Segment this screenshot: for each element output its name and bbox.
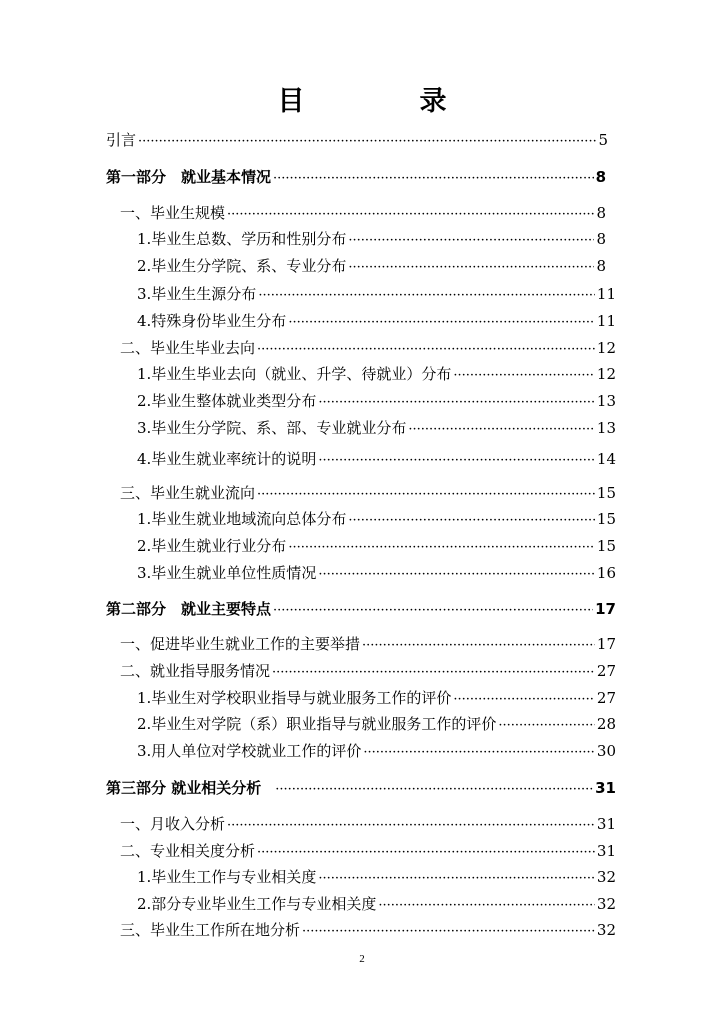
- toc-entry-label: 第二部分 就业主要特点: [106, 600, 272, 618]
- toc-entry-section[interactable]: [120, 920, 616, 942]
- toc-entry-page: 28: [596, 715, 616, 733]
- toc-entry-page: 17: [595, 600, 616, 618]
- toc-entry-subsection[interactable]: [137, 741, 616, 763]
- toc-entry-label: 三、毕业生就业流向: [120, 484, 256, 502]
- dot-leader: [302, 922, 595, 942]
- dot-leader: [408, 420, 595, 440]
- dot-leader: [363, 743, 595, 763]
- toc-entry-page: 16: [596, 564, 616, 582]
- toc-entry-section[interactable]: [120, 814, 616, 836]
- toc-entry-subsection[interactable]: [137, 867, 616, 889]
- toc-entry-page: 12: [596, 365, 616, 383]
- toc-entry-page: 14: [596, 450, 616, 468]
- toc-entry-part-1[interactable]: [106, 167, 606, 189]
- toc-entry-subsection[interactable]: [137, 229, 606, 251]
- dot-leader: [498, 716, 595, 736]
- dot-leader: [453, 690, 595, 710]
- dot-leader: [362, 636, 595, 656]
- dot-leader: [378, 896, 595, 916]
- toc-entry-page: 8: [595, 168, 606, 186]
- toc-entry-section[interactable]: [120, 634, 616, 656]
- toc-entry-label: 4.毕业生就业率统计的说明: [137, 450, 317, 468]
- dot-leader: [453, 366, 595, 386]
- dot-leader: [288, 538, 595, 558]
- toc-entry-label: 2.毕业生分学院、系、专业分布: [137, 257, 347, 275]
- toc-entry-label: 1.毕业生总数、学历和性别分布: [137, 230, 347, 248]
- toc-entry-subsection[interactable]: [137, 284, 616, 306]
- toc-entry-label: 引言: [106, 131, 137, 149]
- toc-entry-label: 1.毕业生对学校职业指导与就业服务工作的评价: [137, 689, 452, 707]
- toc-entry-label: 3.毕业生生源分布: [137, 285, 257, 303]
- toc-entry-page: 12: [596, 339, 616, 357]
- toc-entry-page: 15: [596, 537, 616, 555]
- toc-entry-subsection[interactable]: [137, 418, 616, 440]
- toc-entry-part-2[interactable]: [106, 599, 616, 621]
- dot-leader: [257, 485, 595, 505]
- toc-entry-subsection[interactable]: [137, 256, 606, 278]
- toc-entry-section[interactable]: [120, 203, 606, 225]
- toc-entry-label: 一、促进毕业生就业工作的主要举措: [120, 635, 361, 653]
- toc-entry-label: 3.毕业生就业单位性质情况: [137, 564, 317, 582]
- toc-entry-label: 1.毕业生就业地域流向总体分布: [137, 510, 347, 528]
- toc-title: 目 录: [277, 86, 491, 117]
- dot-leader: [138, 132, 596, 152]
- toc-entry-page: 8: [596, 230, 606, 248]
- toc-entry-page: 11: [596, 285, 616, 303]
- toc-entry-label: 2.毕业生就业行业分布: [137, 537, 287, 555]
- dot-leader: [318, 565, 595, 585]
- toc-entry-subsection[interactable]: [137, 563, 616, 585]
- toc-entry-page: 8: [596, 204, 606, 222]
- dot-leader: [318, 393, 595, 413]
- toc-entry-label: 第三部分 就业相关分析: [106, 779, 262, 797]
- toc-entry-subsection[interactable]: [137, 364, 616, 386]
- toc-entry-page: 30: [596, 742, 616, 760]
- toc-entry-page: 32: [596, 921, 616, 939]
- toc-entry-label: 1.毕业生工作与专业相关度: [137, 868, 317, 886]
- toc-entry-page: 15: [596, 510, 616, 528]
- toc-entry-label: 1.毕业生毕业去向（就业、升学、待就业）分布: [137, 365, 452, 383]
- dot-leader: [348, 258, 594, 278]
- dot-leader: [318, 451, 595, 471]
- dot-leader: [348, 231, 594, 251]
- toc-entry-page: 31: [596, 815, 616, 833]
- toc-entry-page: 32: [596, 895, 616, 913]
- toc-entry-page: 5: [598, 131, 608, 149]
- toc-entry-label: 3.用人单位对学校就业工作的评价: [137, 742, 362, 760]
- dot-leader: [227, 816, 595, 836]
- dot-leader: [288, 313, 595, 333]
- dot-leader: [273, 601, 593, 621]
- toc-entry-label: 2.毕业生整体就业类型分布: [137, 392, 317, 410]
- toc-entry-page: 27: [596, 689, 616, 707]
- toc-entry-label: 三、毕业生工作所在地分析: [120, 921, 301, 939]
- toc-entry-page: 31: [595, 779, 616, 797]
- toc-entry-label: 二、毕业生毕业去向: [120, 339, 256, 357]
- dot-leader: [257, 843, 595, 863]
- toc-entry-section[interactable]: [120, 841, 616, 863]
- toc-entry-subsection[interactable]: [137, 391, 616, 413]
- toc-entry-intro[interactable]: [106, 130, 608, 152]
- toc-entry-label: 一、月收入分析: [120, 815, 226, 833]
- toc-entry-label: 3.毕业生分学院、系、部、专业就业分布: [137, 419, 407, 437]
- toc-entry-subsection[interactable]: [137, 536, 616, 558]
- dot-leader: [348, 511, 595, 531]
- toc-entry-page: 13: [596, 419, 616, 437]
- dot-leader: [227, 205, 594, 225]
- toc-entry-label: 一、毕业生规模: [120, 204, 226, 222]
- toc-entry-label: 二、就业指导服务情况: [120, 662, 271, 680]
- toc-entry-page: 8: [596, 257, 606, 275]
- toc-entry-label: 4.特殊身份毕业生分布: [137, 312, 287, 330]
- toc-entry-label: 2.部分专业毕业生工作与专业相关度: [137, 895, 377, 913]
- toc-entry-section[interactable]: [120, 483, 616, 505]
- toc-entry-page: 17: [596, 635, 616, 653]
- dot-leader: [257, 340, 595, 360]
- toc-entry-page: 11: [596, 312, 616, 330]
- toc-entry-subsection[interactable]: [137, 311, 616, 333]
- toc-entry-section[interactable]: [120, 661, 616, 683]
- toc-entry-part-3[interactable]: [106, 778, 616, 800]
- toc-entry-label: 2.毕业生对学院（系）职业指导与就业服务工作的评价: [137, 715, 497, 733]
- toc-entry-page: 31: [596, 842, 616, 860]
- dot-leader: [273, 169, 594, 189]
- toc-entry-page: 27: [596, 662, 616, 680]
- toc-entry-subsection[interactable]: [137, 688, 616, 710]
- toc-entry-section[interactable]: [120, 338, 616, 360]
- toc-entry-page: 13: [596, 392, 616, 410]
- toc-entry-subsection[interactable]: [137, 449, 616, 471]
- toc-entry-subsection[interactable]: [137, 894, 616, 916]
- dot-leader: [272, 663, 595, 683]
- toc-entry-label: 第一部分 就业基本情况: [106, 168, 272, 186]
- toc-entry-subsection[interactable]: [137, 509, 616, 531]
- dot-leader: [318, 869, 595, 889]
- dot-leader: [275, 780, 593, 800]
- toc-entry-label: 二、专业相关度分析: [120, 842, 256, 860]
- dot-leader: [258, 286, 595, 306]
- page-number: 2: [359, 953, 365, 965]
- toc-entry-page: 32: [596, 868, 616, 886]
- toc-entry-subsection[interactable]: [137, 714, 616, 736]
- toc-entry-page: 15: [596, 484, 616, 502]
